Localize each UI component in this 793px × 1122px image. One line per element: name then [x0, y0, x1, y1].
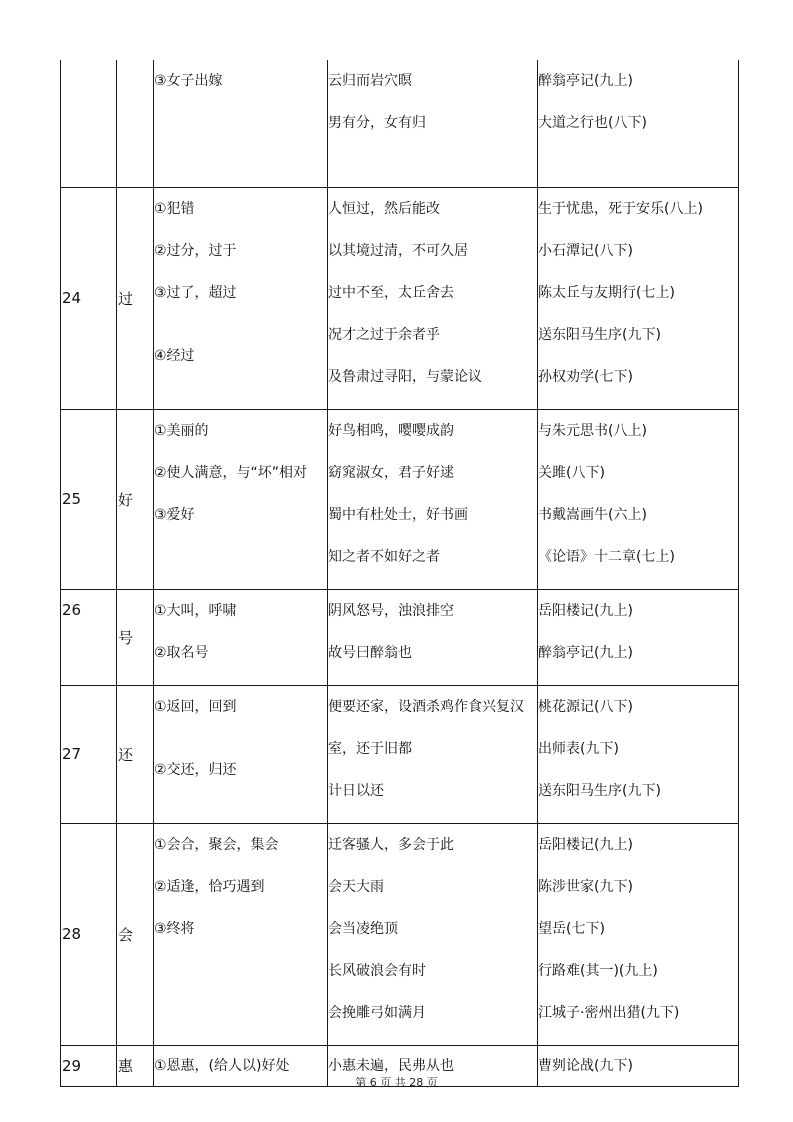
source-cell	[538, 685, 739, 823]
example-cell	[328, 409, 538, 589]
source-item: 大道之行也(八下)	[538, 115, 647, 131]
source-item: 桃花源记(八下)	[538, 698, 633, 715]
source-item: 陈涉世家(九下)	[538, 878, 633, 895]
meaning-item: ①犯错	[154, 200, 195, 217]
vocabulary-table	[60, 60, 739, 1087]
source-item: 小石潭记(八下)	[538, 242, 633, 259]
table-row	[61, 60, 739, 187]
meaning-cell	[154, 685, 328, 823]
meaning-item: ①返回，回到	[154, 698, 237, 715]
row-character	[117, 60, 154, 187]
table-row	[61, 409, 739, 589]
source-item: 岳阳楼记(九上)	[538, 602, 633, 619]
meaning-cell	[154, 823, 328, 1045]
example-item: 长风破浪会有时	[328, 962, 426, 979]
source-cell	[538, 60, 739, 187]
meaning-item: ②交还，归还	[154, 761, 237, 778]
meaning-item: ③终将	[154, 920, 195, 937]
example-item: 过中不至，太丘舍去	[328, 284, 454, 301]
example-item: 会天大雨	[328, 878, 384, 895]
source-cell	[538, 409, 739, 589]
table-row	[61, 823, 739, 1045]
example-cell	[328, 685, 538, 823]
example-item: 阴风怒号，浊浪排空	[328, 602, 454, 619]
row-character: 过	[117, 187, 154, 409]
meaning-item: ①美丽的	[154, 422, 209, 439]
example-cell	[328, 823, 538, 1045]
source-item: 望岳(七下)	[538, 920, 605, 937]
meaning-item: ①大叫，呼啸	[154, 602, 237, 619]
source-item: 陈太丘与友期行(七上)	[538, 284, 675, 301]
meaning-item: ①恩惠，(给人以)好处	[154, 1057, 290, 1074]
row-number: 27	[61, 685, 117, 823]
source-cell	[538, 589, 739, 685]
example-cell	[328, 187, 538, 409]
meaning-item: ④经过	[154, 347, 195, 364]
source-item: 关雎(八下)	[538, 464, 605, 481]
meaning-cell	[154, 60, 328, 187]
example-cell	[328, 589, 538, 685]
row-character: 号	[117, 589, 154, 685]
table-row	[61, 685, 739, 823]
meaning-item: ③女子出嫁	[154, 73, 223, 89]
row-character: 会	[117, 823, 154, 1045]
example-item: 云归而岩穴暝	[328, 73, 412, 89]
example-item: 会当凌绝顶	[328, 920, 398, 937]
meaning-item: ②过分，过于	[154, 242, 237, 259]
source-item: 孙权劝学(七下)	[538, 368, 633, 385]
example-item: 蜀中有杜处士，好书画	[328, 506, 468, 523]
meaning-item: ③爱好	[154, 506, 195, 523]
example-item: 好鸟相鸣，嘤嘤成韵	[328, 422, 454, 439]
source-item: 岳阳楼记(九上)	[538, 836, 633, 853]
row-character: 好	[117, 409, 154, 589]
meaning-item: ①会合，聚会，集会	[154, 836, 279, 853]
example-item: 便要还家，设酒杀鸡作食兴复汉	[328, 698, 524, 715]
source-item: 曹刿论战(九下)	[538, 1057, 633, 1074]
meaning-cell	[154, 409, 328, 589]
source-item: 送东阳马生序(九下)	[538, 782, 661, 799]
source-item: 《论语》十二章(七上)	[538, 548, 675, 565]
row-number: 29	[61, 1045, 117, 1086]
row-number: 28	[61, 823, 117, 1045]
example-item: 室，还于旧都	[328, 740, 412, 757]
row-number	[61, 60, 117, 187]
source-item: 醉翁亭记(九上)	[538, 73, 633, 89]
row-number: 24	[61, 187, 117, 409]
meaning-item: ②适逢，恰巧遇到	[154, 878, 265, 895]
source-item: 与朱元思书(八上)	[538, 422, 647, 439]
example-item: 人恒过，然后能改	[328, 200, 440, 217]
source-cell	[538, 823, 739, 1045]
table-row	[61, 589, 739, 685]
source-item: 出师表(九下)	[538, 740, 619, 757]
row-character: 惠	[117, 1045, 154, 1086]
source-cell	[538, 187, 739, 409]
example-item: 计日以还	[328, 782, 384, 799]
example-cell	[328, 60, 538, 187]
source-item: 送东阳马生序(九下)	[538, 326, 661, 343]
example-item: 以其境过清，不可久居	[328, 242, 468, 259]
meaning-item: ③过了，超过	[154, 284, 237, 301]
example-item: 会挽雕弓如满月	[328, 1004, 426, 1021]
example-item: 知之者不如好之者	[328, 548, 440, 565]
example-item: 窈窕淑女，君子好逑	[328, 464, 454, 481]
source-item: 醉翁亭记(九上)	[538, 644, 633, 661]
source-item: 行路难(其一)(九上)	[538, 962, 658, 979]
meaning-item: ②使人满意，与“坏”相对	[154, 464, 308, 481]
meaning-item: ②取名号	[154, 644, 209, 661]
page-footer: 第 6 页 共 28 页	[355, 1076, 438, 1089]
example-item: 况才之过于余者乎	[328, 326, 440, 343]
example-item: 男有分，女有归	[328, 115, 426, 131]
example-item: 及鲁肃过寻阳，与蒙论议	[328, 368, 482, 385]
row-character: 还	[117, 685, 154, 823]
source-item: 生于忧患，死于安乐(八上)	[538, 200, 703, 217]
meaning-cell	[154, 187, 328, 409]
row-number: 26	[61, 589, 117, 685]
table-row	[61, 187, 739, 409]
meaning-cell	[154, 589, 328, 685]
example-item: 小惠未遍，民弗从也	[328, 1057, 454, 1074]
example-item: 故号曰醉翁也	[328, 644, 412, 661]
source-item: 江城子·密州出猎(九下)	[538, 1004, 680, 1021]
row-number: 25	[61, 409, 117, 589]
source-item: 书戴嵩画牛(六上)	[538, 506, 647, 523]
example-item: 迁客骚人，多会于此	[328, 836, 454, 853]
